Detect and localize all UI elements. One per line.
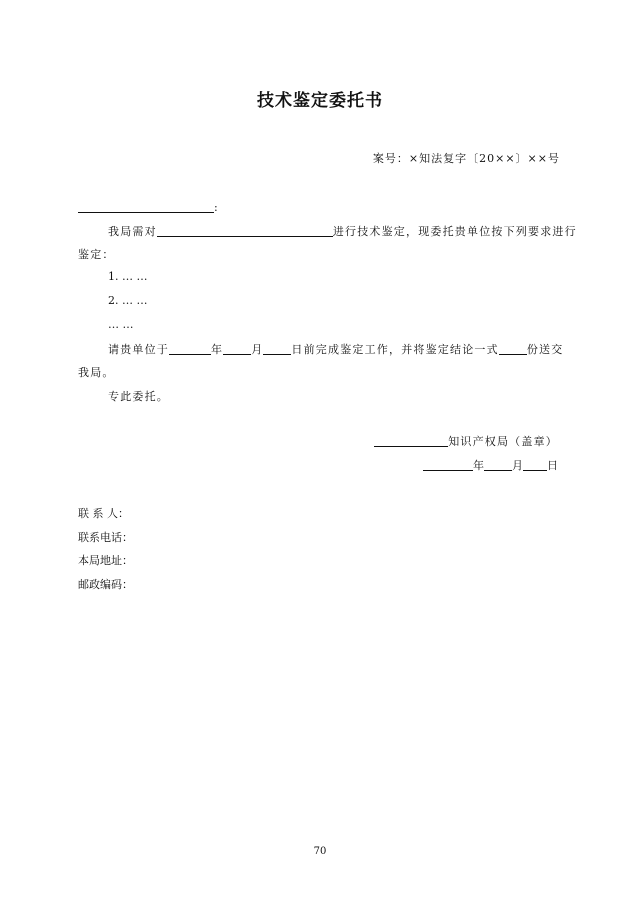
deadline-month: 月	[251, 343, 264, 356]
addressee-line	[78, 200, 218, 214]
copies-blank	[499, 342, 527, 355]
deadline-line	[108, 341, 563, 357]
sign-month: 月	[512, 459, 523, 472]
addressee-blank	[78, 200, 214, 213]
request-line	[108, 223, 577, 239]
sign-day-blank	[523, 458, 547, 471]
document-title: 技术鉴定委托书	[257, 91, 383, 111]
case-number: 案号：×知法复字〔20××〕××号	[372, 152, 560, 165]
sign-year-blank	[423, 458, 473, 471]
office-address-label: 本局地址：	[78, 554, 133, 567]
request-suffix: 进行技术鉴定，现委托贵单位按下列要求进行	[332, 225, 577, 238]
page-number: 70	[313, 846, 327, 857]
deadline-suffix: 日前完成鉴定工作，并将鉴定结论一式	[291, 343, 499, 356]
deadline-month-blank	[223, 342, 251, 355]
signature-office-line	[374, 433, 558, 449]
sign-day: 日	[547, 459, 558, 472]
deadline-prefix: 请贵单位于	[108, 343, 169, 356]
closing-text: 专此委托。	[108, 390, 169, 403]
request-continuation: 鉴定：	[78, 248, 115, 261]
sign-year: 年	[473, 459, 484, 472]
signature-date-line	[423, 457, 558, 473]
list-item-2: 2. … …	[108, 294, 148, 307]
contact-person-label: 联 系 人：	[78, 507, 129, 520]
sign-month-blank	[484, 458, 512, 471]
list-item-more: … …	[108, 318, 134, 331]
postal-code-label: 邮政编码：	[78, 578, 133, 591]
list-item-1: 1. … …	[108, 270, 148, 283]
deadline-year: 年	[211, 343, 224, 356]
office-name-blank	[374, 434, 448, 447]
addressee-colon: :	[214, 201, 218, 214]
request-prefix: 我局需对	[108, 225, 157, 238]
deadline-year-blank	[169, 342, 211, 355]
signature-office: 知识产权局（盖章）	[448, 435, 558, 448]
contact-phone-label: 联系电话：	[78, 531, 133, 544]
deadline-copies: 份送交	[526, 343, 564, 356]
deadline-continuation: 我局。	[78, 366, 115, 379]
deadline-day-blank	[263, 342, 291, 355]
request-subject-blank	[157, 224, 333, 237]
